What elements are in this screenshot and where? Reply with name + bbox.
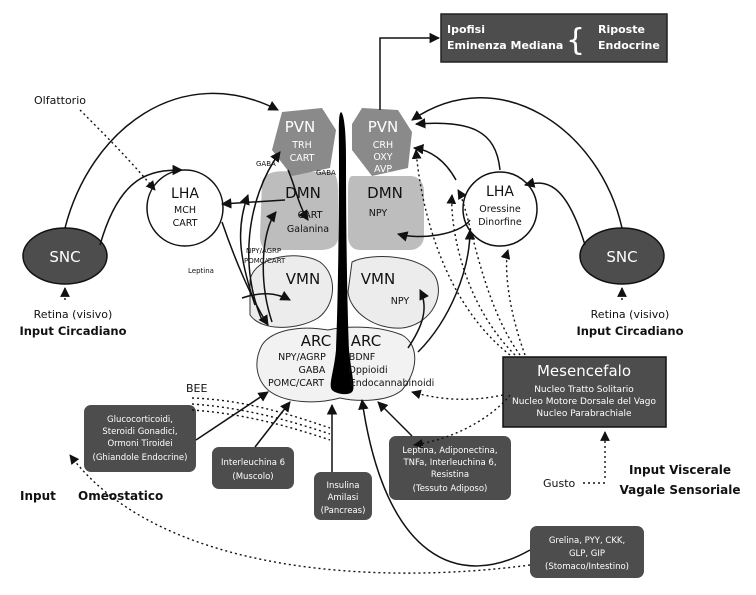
leptina-small-label: Leptina bbox=[188, 267, 214, 275]
bee-label: BEE bbox=[186, 382, 208, 395]
pomc-cart-label: POMC/CART bbox=[244, 257, 286, 265]
npy-agrp-label: NPY/AGRP bbox=[246, 247, 282, 255]
hypophysis-box bbox=[441, 14, 667, 62]
insulina-line3: (Pancreas) bbox=[320, 506, 366, 516]
lha-right-title: LHA bbox=[486, 184, 514, 200]
interleuchina-line1: Interleuchina 6 bbox=[220, 458, 286, 468]
arc-right-line3: Endocannabinoidi bbox=[349, 378, 435, 389]
pvn-right-line1: CRH bbox=[372, 140, 394, 151]
gaba-label-2: GABA bbox=[316, 169, 336, 177]
input-viscerale-line1: Input Viscerale bbox=[629, 463, 731, 477]
endocrine-response-label-1: Riposte bbox=[598, 23, 645, 36]
interleuchina-box bbox=[212, 447, 294, 489]
arc-left-title: ARC bbox=[300, 332, 332, 350]
arc-right-title: ARC bbox=[350, 332, 382, 350]
arc-right-line2: Oppioidi bbox=[348, 365, 388, 376]
vmn-left-title: VMN bbox=[285, 270, 321, 288]
gaba-label-1: GABA bbox=[256, 160, 276, 168]
input-circadiano-right: Input Circadiano bbox=[576, 324, 684, 338]
adipose-line2: TNFa, Interleuchina 6, bbox=[403, 458, 497, 468]
retina-right-label: Retina (visivo) bbox=[590, 308, 670, 321]
dmn-left-title: DMN bbox=[285, 184, 321, 202]
gluco-line1: Glucocorticoidi, bbox=[107, 415, 173, 425]
insulina-line2: Amilasi bbox=[327, 493, 359, 503]
pvn-right-title: PVN bbox=[367, 118, 399, 136]
arc-right-line1: BDNF bbox=[348, 352, 376, 363]
mesencefalo-line1: Nucleo Tratto Solitario bbox=[534, 385, 634, 395]
snc-right-label: SNC bbox=[606, 248, 638, 266]
vmn-right-region bbox=[348, 257, 438, 329]
grelina-line1: Grelina, PYY, CKK, bbox=[548, 536, 626, 546]
lha-right-line2: Dinorfine bbox=[478, 217, 522, 228]
pvn-right-line2: OXY bbox=[373, 152, 393, 163]
dmn-right-line1: NPY bbox=[368, 208, 388, 219]
gluco-line2: Steroidi Gonadici, bbox=[102, 427, 178, 437]
pvn-left-line1: TRH bbox=[292, 140, 312, 151]
pvn-right-line3: AVP bbox=[373, 164, 393, 175]
vmn-right-title: VMN bbox=[360, 270, 396, 288]
mesencefalo-line2: Nucleo Motore Dorsale del Vago bbox=[511, 397, 657, 407]
brace-symbol: { bbox=[566, 23, 586, 58]
mesencefalo-line3: Nucleo Parabrachiale bbox=[536, 409, 632, 419]
olfattorio-label: Olfattorio bbox=[34, 94, 86, 107]
hypophysis-label: Ipofisi bbox=[447, 23, 485, 36]
retina-left-label: Retina (visivo) bbox=[33, 308, 113, 321]
insulina-line1: Insulina bbox=[326, 481, 360, 491]
dmn-left-line1: CART bbox=[297, 210, 323, 221]
dmn-left-line2: Galanina bbox=[286, 224, 330, 235]
grelina-line3: (Stomaco/Intestino) bbox=[545, 562, 629, 572]
input-circadiano-left: Input Circadiano bbox=[19, 324, 127, 338]
dmn-right-title: DMN bbox=[367, 184, 403, 202]
median-eminence-label: Eminenza Mediana bbox=[447, 39, 564, 52]
input-viscerale-line2: Vagale Sensoriale bbox=[619, 483, 741, 497]
vmn-right-line1: NPY bbox=[390, 296, 410, 307]
input-omeostatico-word2: Omeostatico bbox=[78, 489, 164, 503]
gluco-line4: (Ghiandole Endocrine) bbox=[92, 453, 188, 463]
arc-left-line3: POMC/CART bbox=[267, 378, 325, 389]
lha-left-line1: MCH bbox=[174, 205, 196, 216]
interleuchina-line2: (Muscolo) bbox=[232, 472, 274, 482]
pvn-left-title: PVN bbox=[284, 118, 316, 136]
adipose-line4: (Tessuto Adiposo) bbox=[412, 484, 488, 494]
adipose-line3: Resistina bbox=[430, 470, 470, 480]
input-omeostatico-word1: Input bbox=[20, 489, 56, 503]
gluco-line3: Ormoni Tiroidei bbox=[107, 439, 173, 449]
mesencefalo-title: Mesencefalo bbox=[536, 362, 632, 380]
gusto-label: Gusto bbox=[543, 477, 576, 490]
lha-left-title: LHA bbox=[171, 186, 199, 202]
arc-left-line1: NPY/AGRP bbox=[278, 352, 326, 363]
lha-left-line2: CART bbox=[172, 218, 198, 229]
endocrine-response-label-2: Endocrine bbox=[598, 39, 660, 52]
snc-left-label: SNC bbox=[49, 248, 81, 266]
adipose-line1: Leptina, Adiponectina, bbox=[402, 446, 498, 456]
lha-right-line1: Oressine bbox=[479, 204, 521, 215]
pvn-left-line2: CART bbox=[289, 153, 315, 164]
grelina-line2: GLP, GIP bbox=[568, 549, 606, 559]
arc-left-line2: GABA bbox=[298, 365, 326, 376]
